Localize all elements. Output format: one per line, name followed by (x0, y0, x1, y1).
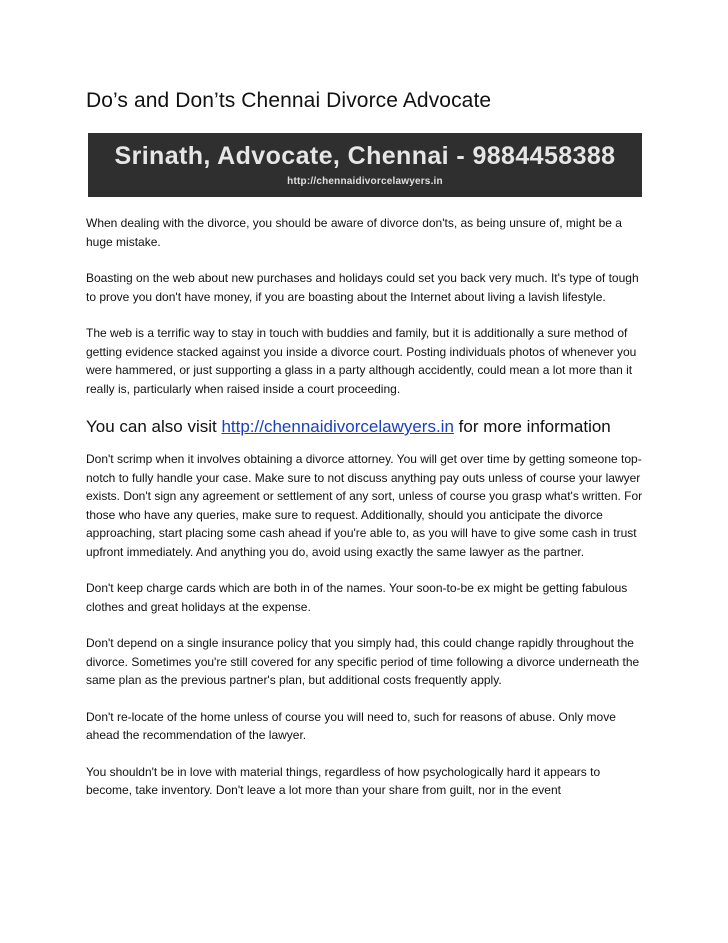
advocate-banner (88, 133, 642, 197)
banner-title: Srinath, Advocate, Chennai - 9884458388 (114, 142, 616, 170)
paragraph-relocate: Don't re-locate of the home unless of course you will need to, such for reasons of abuse. Only move ahead the recommendation of the lawyer. (86, 709, 616, 742)
paragraph-web: The web is a terrific way to stay in touch with buddies and family, but it is additionally a sure method of getting evidence stacked against you inside a divorce court. Posting individuals photos of whenever you were hammered, or just supporting a glass in a party although accidently, could mean a lot more than it really is, particularly when raised inside a court proceeding. (86, 326, 637, 396)
paragraph-charge-cards: Don't keep charge cards which are both in of the names. Your soon-to-be ex might be getting fabulous clothes and great holidays at the expense. (86, 581, 628, 614)
banner-url: http://chennaidivorcelawyers.in (287, 176, 443, 187)
paragraph-intro: When dealing with the divorce, you should be aware of divorce don'ts, as being unsure of, might be a huge mistake. (86, 216, 622, 249)
visit-subheading (86, 416, 646, 438)
subheading-suffix: for more information (453, 417, 611, 436)
paragraph-insurance: Don't depend on a single insurance policy that you simply had, this could change rapidly throughout the divorce. Sometimes you're still covered for any specific period of time following a divorce underneath the same plan as the previous partner's plan, but additional costs frequently apply. (86, 636, 640, 687)
website-link[interactable]: http://chennaidivorcelawyers.in (221, 417, 454, 436)
paragraph-attorney: Don't scrimp when it involves obtaining a divorce attorney. You will get over time by getting someone top-notch to fully handle your case. Make sure to not discuss anything pay outs unless of course your lawyer exists. Don't sign any agreement or settlement of any sort, unless of course you grasp what's written. For those who have any queries, make sure to request. Additionally, should you anticipate the divorce approaching, start placing some cash ahead if you're able to, as you will have to give some cash in trust upfront immediately. And anything you do, avoid using exactly the same lawyer as the partner. (86, 452, 643, 559)
article-body (86, 214, 646, 818)
page-title: Do’s and Don’ts Chennai Divorce Advocate (86, 89, 492, 112)
paragraph-boasting: Boasting on the web about new purchases and holidays could set you back very much. It's type of tough to prove you don't have money, if you are boasting about the Internet about living a lavish lifestyle. (86, 271, 639, 304)
subheading-prefix: You can also visit (86, 417, 222, 436)
paragraph-material-things: You shouldn't be in love with material things, regardless of how psychologically hard it appears to become, take inventory. Don't leave a lot more than your share from guilt, nor in the event (86, 764, 601, 797)
